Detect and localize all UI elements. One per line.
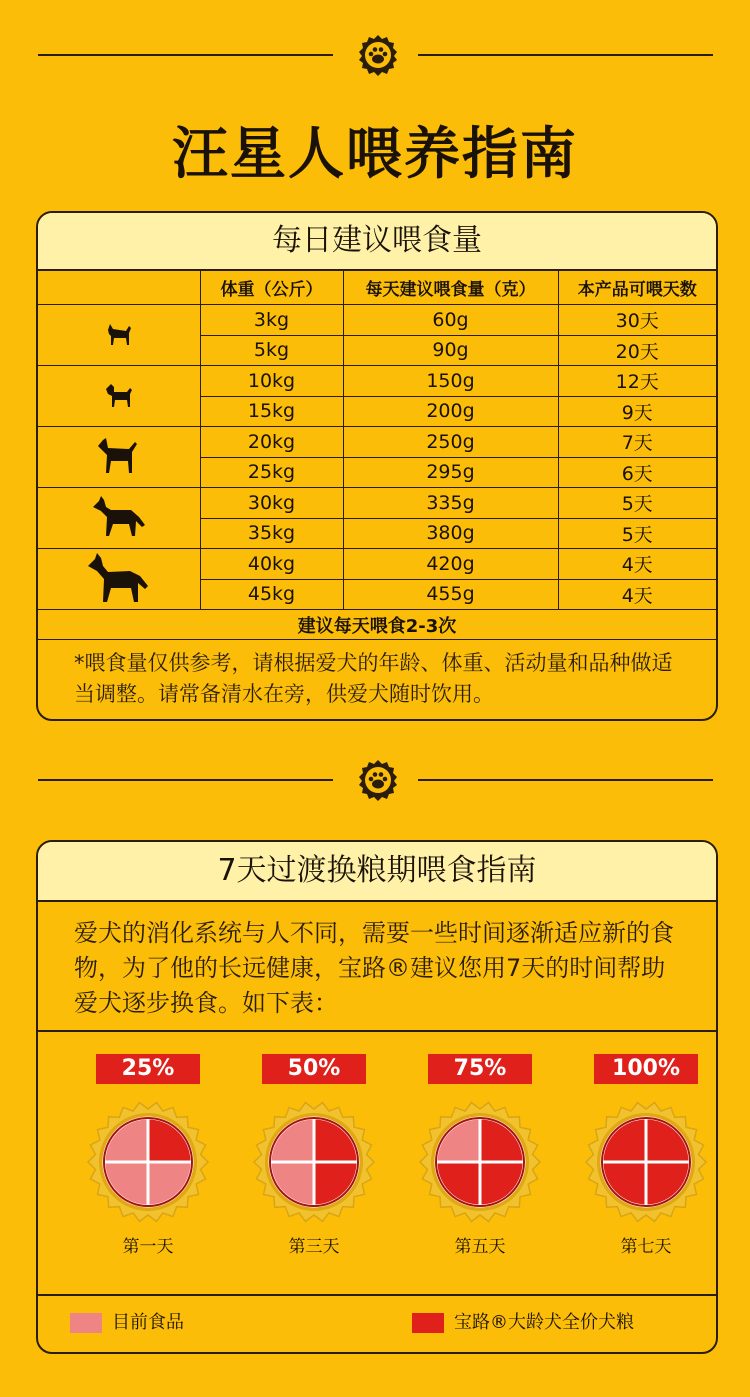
day-item [400, 1054, 560, 1257]
feeding-frequency: 建议每天喂食2-3次 [38, 610, 716, 640]
amount-cell: 380g [343, 518, 558, 549]
amount-cell: 60g [343, 305, 558, 336]
days-cell: 12天 [558, 366, 716, 397]
legend-item-new [412, 1312, 634, 1334]
divider-line-right [418, 779, 713, 781]
amount-cell: 335g [343, 488, 558, 519]
legend [38, 1294, 716, 1352]
days-cell: 5天 [558, 518, 716, 549]
daily-feeding-card [36, 211, 718, 721]
new-food-percentage: 75% [428, 1054, 532, 1084]
weight-cell: 20kg [200, 427, 343, 458]
column-header-weight: 体重（公斤） [200, 271, 343, 305]
legend-item-current [70, 1312, 184, 1334]
daily-feeding-heading: 每日建议喂食量 [38, 213, 716, 271]
table-row [38, 427, 716, 458]
day-item [566, 1054, 718, 1257]
frequency-row [38, 610, 716, 640]
legend-swatch-new [412, 1313, 444, 1333]
day-label: 第五天 [454, 1237, 506, 1257]
amount-cell: 420g [343, 549, 558, 580]
food-mix-plate [86, 1100, 210, 1224]
column-header-amount: 每天建议喂食量（克） [343, 271, 558, 305]
dog-icon [91, 495, 147, 541]
day-label: 第一天 [122, 1237, 174, 1257]
amount-cell: 200g [343, 396, 558, 427]
dog-icon [102, 320, 136, 350]
day-item [68, 1054, 228, 1257]
section-divider-middle [38, 755, 713, 805]
amount-cell: 90g [343, 335, 558, 366]
table-row [38, 366, 716, 397]
divider-line-left [38, 779, 333, 781]
table-header-row [38, 271, 716, 305]
days-cell: 4天 [558, 549, 716, 580]
weight-cell: 3kg [200, 305, 343, 336]
table-row [38, 488, 716, 519]
new-food-percentage: 100% [594, 1054, 698, 1084]
weight-cell: 5kg [200, 335, 343, 366]
days-cell: 30天 [558, 305, 716, 336]
weight-cell: 40kg [200, 549, 343, 580]
days-cell: 5天 [558, 488, 716, 519]
weight-cell: 15kg [200, 396, 343, 427]
amount-cell: 295g [343, 457, 558, 488]
day-label: 第三天 [288, 1237, 340, 1257]
feeding-table [38, 271, 716, 640]
legend-label-current: 目前食品 [112, 1312, 184, 1333]
days-cell: 6天 [558, 457, 716, 488]
dog-icon [102, 380, 136, 412]
divider-line-right [418, 54, 713, 56]
table-row [38, 305, 716, 336]
new-food-percentage: 50% [262, 1054, 366, 1084]
dog-size-cell [38, 366, 200, 427]
dog-icon [95, 437, 143, 477]
dog-size-cell [38, 549, 200, 610]
page-title: 汪星人喂养指南 [172, 122, 578, 187]
transition-intro: 爱犬的消化系统与人不同，需要一些时间逐渐适应新的食物，为了他的长远健康，宝路®建议您用7天的时间帮助爱犬逐步换食。如下表： [38, 902, 716, 1032]
dog-size-cell [38, 305, 200, 366]
transition-days [38, 1032, 716, 1302]
legend-swatch-current [70, 1313, 102, 1333]
day-item [234, 1054, 394, 1257]
legend-label-new: 宝路®大龄犬全价犬粮 [454, 1312, 634, 1333]
paw-icon [356, 758, 400, 802]
transition-guide-card [36, 840, 718, 1354]
dog-size-cell [38, 427, 200, 488]
weight-cell: 30kg [200, 488, 343, 519]
amount-cell: 455g [343, 579, 558, 610]
section-divider-top [38, 30, 713, 80]
column-header-days: 本产品可喂天数 [558, 271, 716, 305]
divider-line-left [38, 54, 333, 56]
feeding-note: *喂食量仅供参考，请根据爱犬的年龄、体重、活动量和品种做适当调整。请常备清水在旁，供爱犬随时饮用。 [74, 651, 673, 706]
dog-size-cell [38, 488, 200, 549]
weight-cell: 35kg [200, 518, 343, 549]
weight-cell: 10kg [200, 366, 343, 397]
paw-icon [356, 33, 400, 77]
days-cell: 20天 [558, 335, 716, 366]
new-food-percentage: 25% [96, 1054, 200, 1084]
day-label: 第七天 [620, 1237, 672, 1257]
days-cell: 7天 [558, 427, 716, 458]
weight-cell: 25kg [200, 457, 343, 488]
table-row [38, 549, 716, 580]
transition-heading: 7天过渡换粮期喂食指南 [38, 842, 716, 902]
dog-icon [86, 552, 152, 606]
food-mix-plate [252, 1100, 376, 1224]
days-cell: 4天 [558, 579, 716, 610]
days-cell: 9天 [558, 396, 716, 427]
weight-cell: 45kg [200, 579, 343, 610]
food-mix-plate [418, 1100, 542, 1224]
column-header-dog [38, 271, 200, 305]
amount-cell: 150g [343, 366, 558, 397]
amount-cell: 250g [343, 427, 558, 458]
food-mix-plate [584, 1100, 708, 1224]
